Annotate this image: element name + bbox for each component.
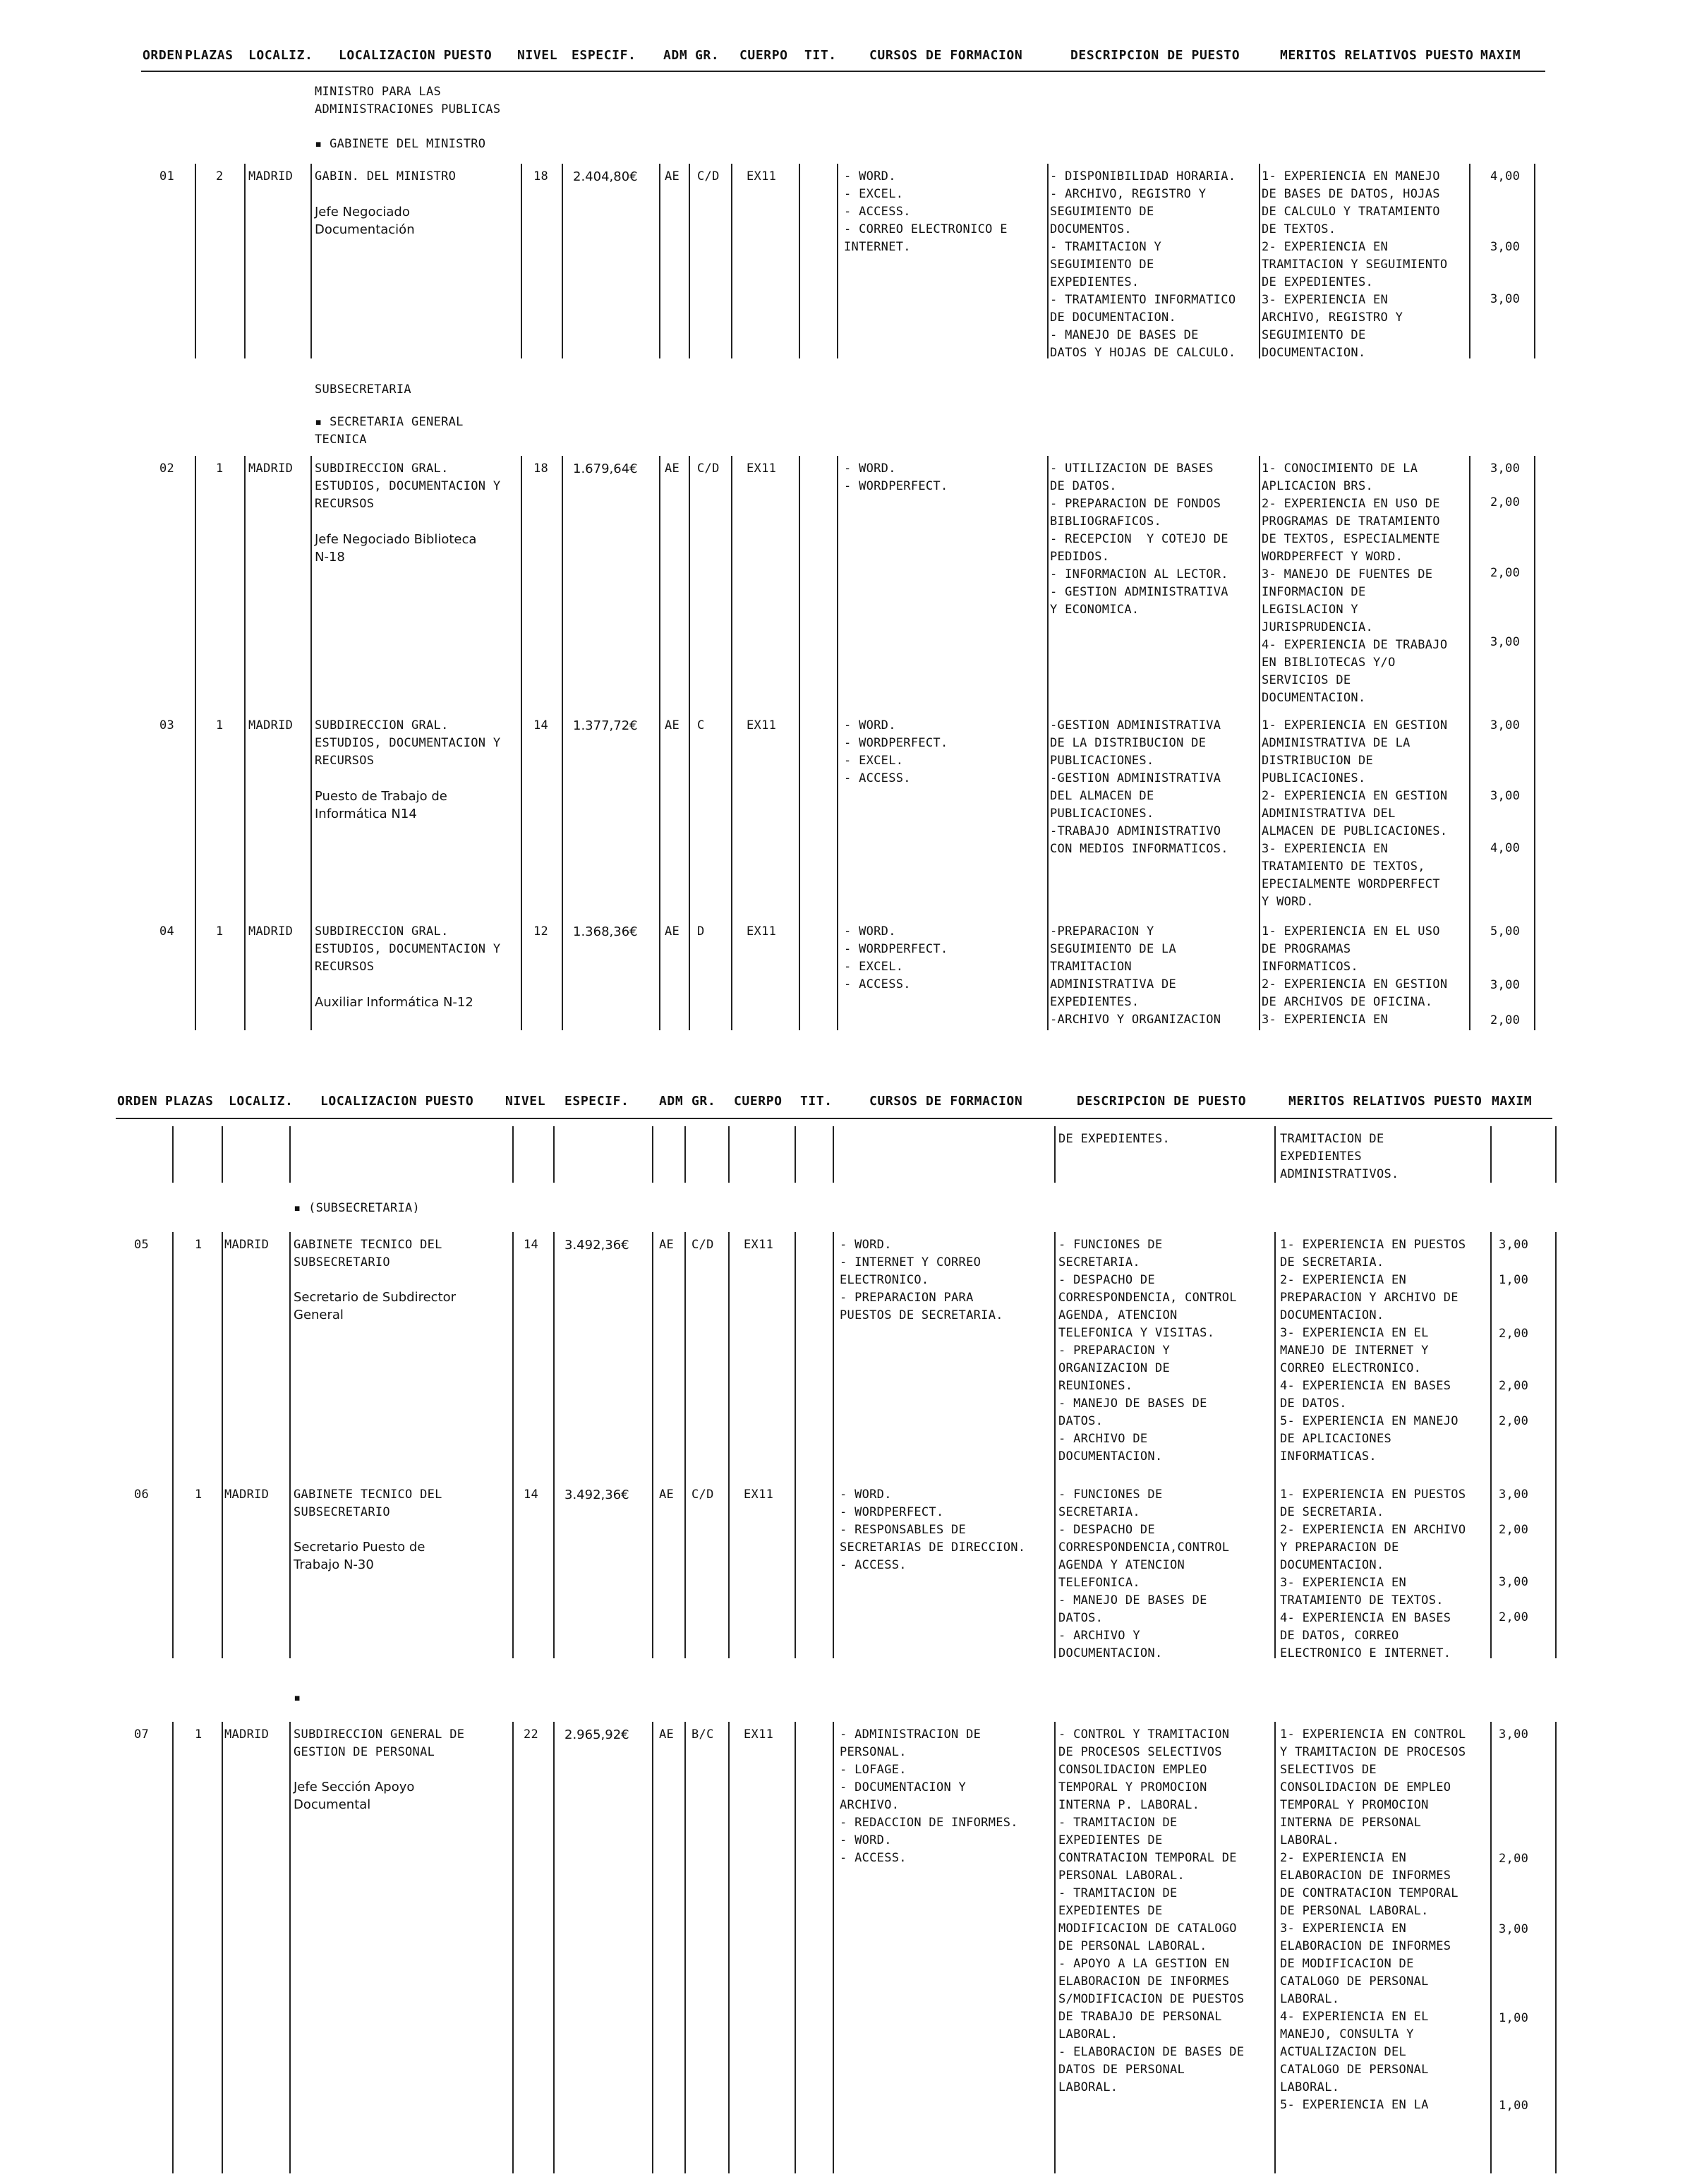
maxim: 1,00 xyxy=(1499,2011,1529,2025)
plazas: 2 xyxy=(216,169,224,183)
plazas: 1 xyxy=(195,1238,203,1252)
gr: C/D xyxy=(697,461,720,476)
col-orden: ORDEN xyxy=(143,48,183,63)
adm: AE xyxy=(665,169,680,183)
col-nivel: NIVEL xyxy=(505,1094,546,1109)
descripcion: -GESTION ADMINISTRATIVA DE LA DISTRIBUCION DE PUBLICACIONES. -GESTION ADMINISTRATIVA DEL ALMACEN DE PUBLICACIONES. -TRABAJO ADMINISTRATIVO CON MEDIOS INFORMATICOS. xyxy=(1050,718,1228,856)
cuerpo: EX11 xyxy=(744,1488,774,1502)
especif: 1.377,72€ xyxy=(573,718,638,733)
nivel: 18 xyxy=(533,461,549,476)
nivel: 12 xyxy=(533,924,549,939)
col-localizacion-puesto: LOCALIZACION PUESTO xyxy=(339,48,493,63)
col-adm: ADM xyxy=(659,1094,684,1109)
maxim: 2,00 xyxy=(1499,1852,1529,1866)
gr: C xyxy=(697,718,705,732)
localiz: MADRID xyxy=(224,1238,270,1252)
cursos: - WORD. - WORDPERFECT. - EXCEL. - ACCESS. xyxy=(844,924,948,991)
meritos: 1- EXPERIENCIA EN MANEJO DE BASES DE DATOS, HOJAS DE CALCULO Y TRATAMIENTO DE TEXTOS. 2- EXPERIENCIA EN TRAMITACION Y SEGUIMIENTO DE EXPEDIENTES. 3- EXPERIENCIA EN ARCHIVO, REGISTRO Y SEGUIMIENTO DE DOCUMENTACION. xyxy=(1262,169,1448,360)
maxim: 2,00 xyxy=(1499,1523,1529,1537)
meritos: 1- EXPERIENCIA EN CONTROL Y TRAMITACION DE PROCESOS SELECTIVOS DE CONSOLIDACION DE EMPLEO TEMPORAL Y PROMOCION INTERNA DE PERSONAL LABORAL. 2- EXPERIENCIA EN ELABORACION DE INFORMES DE CONTRATACION TEMPORAL DE PERSONAL LABORAL. 3- EXPERIENCIA EN ELABORACION DE INFORMES DE MODIFICACION DE CATALOGO DE PERSONAL LABORAL. 4- EXPERIENCIA EN EL MANEJO, CONSULTA Y ACTUALIZACION DEL CATALOGO DE PERSONAL LABORAL. 5- EXPERIENCIA EN LA xyxy=(1280,1727,1466,2112)
descripcion: - FUNCIONES DE SECRETARIA. - DESPACHO DE CORRESPONDENCIA,CONTROL AGENDA Y ATENCION TELEFONICA. - MANEJO DE BASES DE DATOS. - ARCHIVO Y DOCUMENTACION. xyxy=(1058,1488,1230,1660)
cuerpo: EX11 xyxy=(744,1727,774,1742)
section-gabinete: ▪ GABINETE DEL MINISTRO xyxy=(315,137,486,151)
meritos: 1- EXPERIENCIA EN PUESTOS DE SECRETARIA. 2- EXPERIENCIA EN PREPARACION Y ARCHIVO DE DOCUMENTACION. 3- EXPERIENCIA EN EL MANEJO DE INTERNET Y CORREO ELECTRONICO. 4- EXPERIENCIA EN BASES DE DATOS. 5- EXPERIENCIA EN MANEJO DE APLICACIONES INFORMATICAS. xyxy=(1280,1238,1466,1464)
cursos: - WORD. - EXCEL. - ACCESS. - CORREO ELECTRONICO E INTERNET. xyxy=(844,169,1008,254)
maxim: 1,00 xyxy=(1499,2099,1529,2113)
maxim: 1,00 xyxy=(1499,1273,1529,1287)
cursos: - WORD. - INTERNET Y CORREO ELECTRONICO. - PREPARACION PARA PUESTOS DE SECRETARIA. xyxy=(840,1238,1003,1322)
localiz: MADRID xyxy=(248,169,294,183)
col-cursos: CURSOS DE FORMACION xyxy=(869,1094,1023,1109)
section-ministro: MINISTRO PARA LAS ADMINISTRACIONES PUBLICAS xyxy=(315,85,501,116)
col-localiz: LOCALIZ. xyxy=(229,1094,294,1109)
maxim: 3,00 xyxy=(1490,240,1521,254)
col-descripcion: DESCRIPCION DE PUESTO xyxy=(1077,1094,1247,1109)
section-subsecretaria-paren: ▪ (SUBSECRETARIA) xyxy=(294,1201,421,1215)
maxim: 2,00 xyxy=(1499,1610,1529,1624)
maxim: 5,00 xyxy=(1490,924,1521,939)
unidad: SUBDIRECCION GRAL. ESTUDIOS, DOCUMENTACION Y RECURSOS xyxy=(315,924,501,974)
cuerpo: EX11 xyxy=(747,924,777,939)
header-rule-2 xyxy=(116,1118,1552,1119)
descripcion: - FUNCIONES DE SECRETARIA. - DESPACHO DE CORRESPONDENCIA, CONTROL AGENDA, ATENCION TELEFONICA Y VISITAS. - PREPARACION Y ORGANIZACION DE REUNIONES. - MANEJO DE BASES DE DATOS. - ARCHIVO DE DOCUMENTACION. xyxy=(1058,1238,1237,1464)
adm: AE xyxy=(659,1238,675,1252)
adm: AE xyxy=(659,1727,675,1742)
maxim: 3,00 xyxy=(1490,635,1521,649)
col-especif: ESPECIF. xyxy=(564,1094,629,1109)
especif: 3.492,36€ xyxy=(564,1488,629,1502)
especif: 1.368,36€ xyxy=(573,924,638,939)
maxim: 3,00 xyxy=(1490,789,1521,803)
maxim: 3,00 xyxy=(1499,1238,1529,1252)
meritos: TRAMITACION DE EXPEDIENTES ADMINISTRATIVOS. xyxy=(1280,1132,1399,1181)
puesto: Jefe Negociado Biblioteca N-18 xyxy=(315,532,477,565)
especif: 3.492,36€ xyxy=(564,1238,629,1253)
descripcion: - CONTROL Y TRAMITACION DE PROCESOS SELECTIVOS CONSOLIDACION EMPLEO TEMPORAL Y PROMOCION INTERNA P. LABORAL. - TRAMITACION DE EXPEDIENTES DE CONTRATACION TEMPORAL DE PERSONAL LABORAL. - TRAMITACION DE EXPEDIENTES DE MODIFICACION DE CATALOGO DE PERSONAL LABORAL. - APOYO A LA GESTION EN ELABORACION DE INFORMES S/MODIFICACION DE PUESTOS DE TRABAJO DE PERSONAL LABORAL. - ELABORACION DE BASES DE DATOS DE PERSONAL LABORAL. xyxy=(1058,1727,1245,2094)
plazas: 1 xyxy=(195,1727,203,1742)
plazas: 1 xyxy=(216,924,224,939)
orden: 05 xyxy=(134,1238,150,1252)
especif: 2.404,80€ xyxy=(573,169,638,184)
meritos: 1- EXPERIENCIA EN GESTION ADMINISTRATIVA DE LA DISTRIBUCION DE PUBLICACIONES. 2- EXPERIENCIA EN GESTION ADMINISTRATIVA DEL ALMACEN DE PUBLICACIONES. 3- EXPERIENCIA EN TRATAMIENTO DE TEXTOS, EPECIALMENTE WORDPERFECT Y WORD. xyxy=(1262,718,1448,909)
puesto: Jefe Negociado Documentación xyxy=(315,205,415,237)
maxim: 2,00 xyxy=(1499,1379,1529,1393)
gr: B/C xyxy=(691,1727,714,1742)
col-especif: ESPECIF. xyxy=(572,48,636,63)
col-tit: TIT. xyxy=(800,1094,833,1109)
orden: 03 xyxy=(159,718,175,732)
col-gr: GR. xyxy=(691,1094,716,1109)
gr: C/D xyxy=(697,169,720,183)
puesto: Jefe Sección Apoyo Documental xyxy=(294,1780,415,1812)
col-plazas: PLAZAS xyxy=(185,48,234,63)
col-localizacion-puesto: LOCALIZACION PUESTO xyxy=(320,1094,474,1109)
plazas: 1 xyxy=(195,1488,203,1502)
puesto: Secretario Puesto de Trabajo N-30 xyxy=(294,1540,425,1572)
col-adm: ADM xyxy=(663,48,688,63)
col-tit: TIT. xyxy=(804,48,837,63)
puesto: Secretario de Subdirector General xyxy=(294,1290,457,1322)
orden: 07 xyxy=(134,1727,150,1742)
nivel: 14 xyxy=(524,1238,539,1252)
maxim: 2,00 xyxy=(1490,495,1521,509)
unidad: SUBDIRECCION GENERAL DE GESTION DE PERSONAL xyxy=(294,1727,465,1759)
col-cuerpo: CUERPO xyxy=(739,48,788,63)
meritos: 1- EXPERIENCIA EN PUESTOS DE SECRETARIA. 2- EXPERIENCIA EN ARCHIVO Y PREPARACION DE DOCUMENTACION. 3- EXPERIENCIA EN TRATAMIENTO DE TEXTOS. 4- EXPERIENCIA EN BASES DE DATOS, CORREO ELECTRONICO E INTERNET. xyxy=(1280,1488,1466,1660)
col-maxim: MAXIM xyxy=(1480,48,1521,63)
maxim: 2,00 xyxy=(1499,1327,1529,1341)
puesto: Puesto de Trabajo de Informática N14 xyxy=(315,789,447,821)
col-orden: ORDEN xyxy=(117,1094,158,1109)
localiz: MADRID xyxy=(248,461,294,476)
nivel: 14 xyxy=(524,1488,539,1502)
maxim: 4,00 xyxy=(1490,841,1521,855)
col-gr: GR. xyxy=(695,48,720,63)
localiz: MADRID xyxy=(224,1488,270,1502)
adm: AE xyxy=(665,924,680,939)
adm: AE xyxy=(659,1488,675,1502)
descripcion: DE EXPEDIENTES. xyxy=(1058,1132,1171,1146)
col-localiz: LOCALIZ. xyxy=(248,48,313,63)
unidad: SUBDIRECCION GRAL. ESTUDIOS, DOCUMENTACION Y RECURSOS xyxy=(315,718,501,768)
cuerpo: EX11 xyxy=(747,461,777,476)
plazas: 1 xyxy=(216,718,224,732)
meritos: 1- CONOCIMIENTO DE LA APLICACION BRS. 2- EXPERIENCIA EN USO DE PROGRAMAS DE TRATAMIENTO DE TEXTOS, ESPECIALMENTE WORDPERFECT Y WORD. 3- MANEJO DE FUENTES DE INFORMACION DE LEGISLACION Y JURISPRUDENCIA. 4- EXPERIENCIA DE TRABAJO EN BIBLIOTECAS Y/O SERVICIOS DE DOCUMENTACION. xyxy=(1262,461,1448,705)
col-nivel: NIVEL xyxy=(517,48,558,63)
maxim: 3,00 xyxy=(1490,978,1521,992)
maxim: 4,00 xyxy=(1490,169,1521,183)
maxim: 3,00 xyxy=(1499,1488,1529,1502)
maxim: 2,00 xyxy=(1490,1013,1521,1027)
maxim: 3,00 xyxy=(1499,1727,1529,1742)
orden: 02 xyxy=(159,461,175,476)
especif: 1.679,64€ xyxy=(573,461,638,476)
plazas: 1 xyxy=(216,461,224,476)
maxim: 3,00 xyxy=(1499,1575,1529,1589)
descripcion: - UTILIZACION DE BASES DE DATOS. - PREPARACION DE FONDOS BIBLIOGRAFICOS. - RECEPCION Y COTEJO DE PEDIDOS. - INFORMACION AL LECTOR. - GESTION ADMINISTRATIVA Y ECONOMICA. xyxy=(1050,461,1228,617)
cuerpo: EX11 xyxy=(747,169,777,183)
cursos: - ADMINISTRACION DE PERSONAL. - LOFAGE. - DOCUMENTACION Y ARCHIVO. - REDACCION DE INFORMES. - WORD. - ACCESS. xyxy=(840,1727,1018,1865)
cuerpo: EX11 xyxy=(747,718,777,732)
unidad: GABIN. DEL MINISTRO xyxy=(315,169,457,183)
section-subsecretaria: SUBSECRETARIA xyxy=(315,382,411,397)
col-meritos: MERITOS RELATIVOS PUESTO xyxy=(1288,1094,1482,1109)
col-maxim: MAXIM xyxy=(1492,1094,1533,1109)
col-cursos: CURSOS DE FORMACION xyxy=(869,48,1023,63)
meritos: 1- EXPERIENCIA EN EL USO DE PROGRAMAS INFORMATICOS. 2- EXPERIENCIA EN GESTION DE ARCHIVOS DE OFICINA. 3- EXPERIENCIA EN xyxy=(1262,924,1448,1027)
puesto: Auxiliar Informática N-12 xyxy=(315,995,473,1010)
cursos: - WORD. - WORDPERFECT. - RESPONSABLES DE SECRETARIAS DE DIRECCION. - ACCESS. xyxy=(840,1488,1026,1572)
maxim: 3,00 xyxy=(1490,292,1521,306)
orden: 01 xyxy=(159,169,175,183)
unidad: SUBDIRECCION GRAL. ESTUDIOS, DOCUMENTACION Y RECURSOS xyxy=(315,461,501,511)
col-descripcion: DESCRIPCION DE PUESTO xyxy=(1070,48,1240,63)
section-sgt: ▪ SECRETARIA GENERAL TECNICA xyxy=(315,415,464,447)
maxim: 3,00 xyxy=(1490,718,1521,732)
col-meritos: MERITOS RELATIVOS PUESTO xyxy=(1280,48,1474,63)
maxim: 3,00 xyxy=(1490,461,1521,476)
cuerpo: EX11 xyxy=(744,1238,774,1252)
header-rule-1 xyxy=(141,71,1545,72)
unidad: GABINETE TECNICO DEL SUBSECRETARIO xyxy=(294,1488,442,1519)
unidad: GABINETE TECNICO DEL SUBSECRETARIO xyxy=(294,1238,442,1269)
maxim: 3,00 xyxy=(1499,1922,1529,1936)
localiz: MADRID xyxy=(248,718,294,732)
localiz: MADRID xyxy=(224,1727,270,1742)
nivel: 18 xyxy=(533,169,549,183)
gr: C/D xyxy=(691,1488,714,1502)
cursos: - WORD. - WORDPERFECT. xyxy=(844,461,948,493)
localiz: MADRID xyxy=(248,924,294,939)
descripcion: - DISPONIBILIDAD HORARIA. - ARCHIVO, REGISTRO Y SEGUIMIENTO DE DOCUMENTOS. - TRAMITACION Y SEGUIMIENTO DE EXPEDIENTES. - TRATAMIENTO INFORMATICO DE DOCUMENTACION. - MANEJO DE BASES DE DATOS Y HOJAS DE CALCULO. xyxy=(1050,169,1236,360)
descripcion: -PREPARACION Y SEGUIMIENTO DE LA TRAMITACION ADMINISTRATIVA DE EXPEDIENTES. -ARCHIVO Y ORGANIZACION xyxy=(1050,924,1221,1027)
cursos: - WORD. - WORDPERFECT. - EXCEL. - ACCESS. xyxy=(844,718,948,785)
orden: 04 xyxy=(159,924,175,939)
orden: 06 xyxy=(134,1488,150,1502)
adm: AE xyxy=(665,718,680,732)
gr: D xyxy=(697,924,705,939)
nivel: 22 xyxy=(524,1727,539,1742)
bullet-marker: ▪ xyxy=(294,1691,301,1705)
especif: 2.965,92€ xyxy=(564,1727,629,1742)
col-plazas: PLAZAS xyxy=(165,1094,214,1109)
adm: AE xyxy=(665,461,680,476)
gr: C/D xyxy=(691,1238,714,1252)
col-cuerpo: CUERPO xyxy=(734,1094,783,1109)
nivel: 14 xyxy=(533,718,549,732)
maxim: 2,00 xyxy=(1490,566,1521,580)
maxim: 2,00 xyxy=(1499,1414,1529,1428)
